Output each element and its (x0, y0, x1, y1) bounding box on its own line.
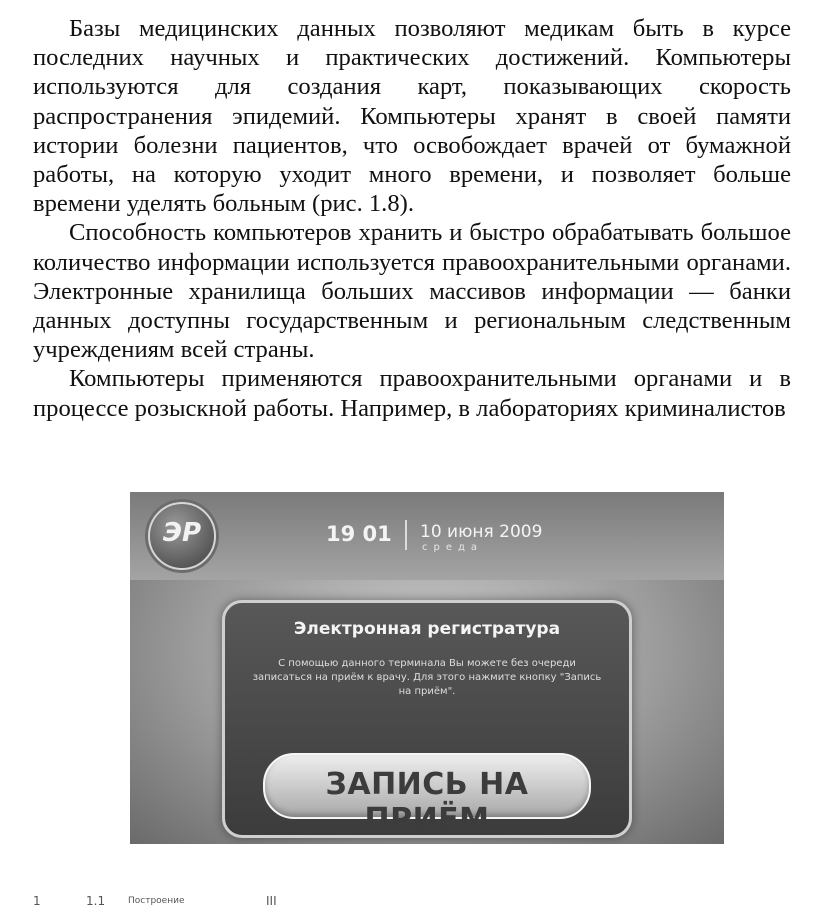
appointment-button[interactable] (263, 753, 591, 837)
footer-mark-c: Построение (128, 896, 185, 906)
footer-mark-b: 1.1 (86, 894, 106, 908)
panel-title: Электронная регистратура (293, 619, 561, 639)
clock-time: 19 01 (326, 522, 392, 546)
footer-mark-a: 1 (33, 894, 41, 908)
terminal-header (130, 492, 724, 580)
figure-electronic-registry (130, 492, 724, 844)
page-footer-marks (0, 888, 816, 922)
paragraph-law-enforcement: Способность компьютеров хранить и быстро обрабатывать большое количество информации используется правоохранительными органами. Электронные хранилища больших массивов информации — банки данных доступны государственным и региональным следственным учреждениям всей страны. (33, 219, 791, 364)
clock-weekday: среда (422, 542, 484, 553)
header-divider (405, 520, 407, 550)
appointment-button-label: ЗАПИСЬ НА ПРИЁМ (325, 767, 529, 837)
document-body (33, 14, 791, 423)
logo-text: ЭР (162, 518, 202, 548)
panel-instructions: С помощью данного терминала Вы можете без очереди записаться на приём к врачу. Для этого нажмите кнопку "Запись на приём". (252, 658, 602, 697)
footer-mark-d: III (266, 894, 277, 908)
registry-panel (222, 600, 632, 838)
logo-emblem (148, 502, 216, 570)
paragraph-criminalists: Компьютеры применяются правоохранительными органами и в процессе розыскной работы. Например, в лабораториях криминалистов (33, 365, 791, 422)
clock-date: 10 июня 2009 (420, 522, 543, 542)
paragraph-medical-databases: Базы медицинских данных позволяют медикам быть в курсе последних научных и практических достижений. Компьютеры используются для создания карт, показывающих скорость распространения эпидемий. Компьютеры хранят в своей памяти истории болезни пациентов, что освобождает врачей от бумажной работы, на которую уходит много времени, и позволяет больше времени уделять больным (рис. 1.8). (33, 15, 791, 218)
